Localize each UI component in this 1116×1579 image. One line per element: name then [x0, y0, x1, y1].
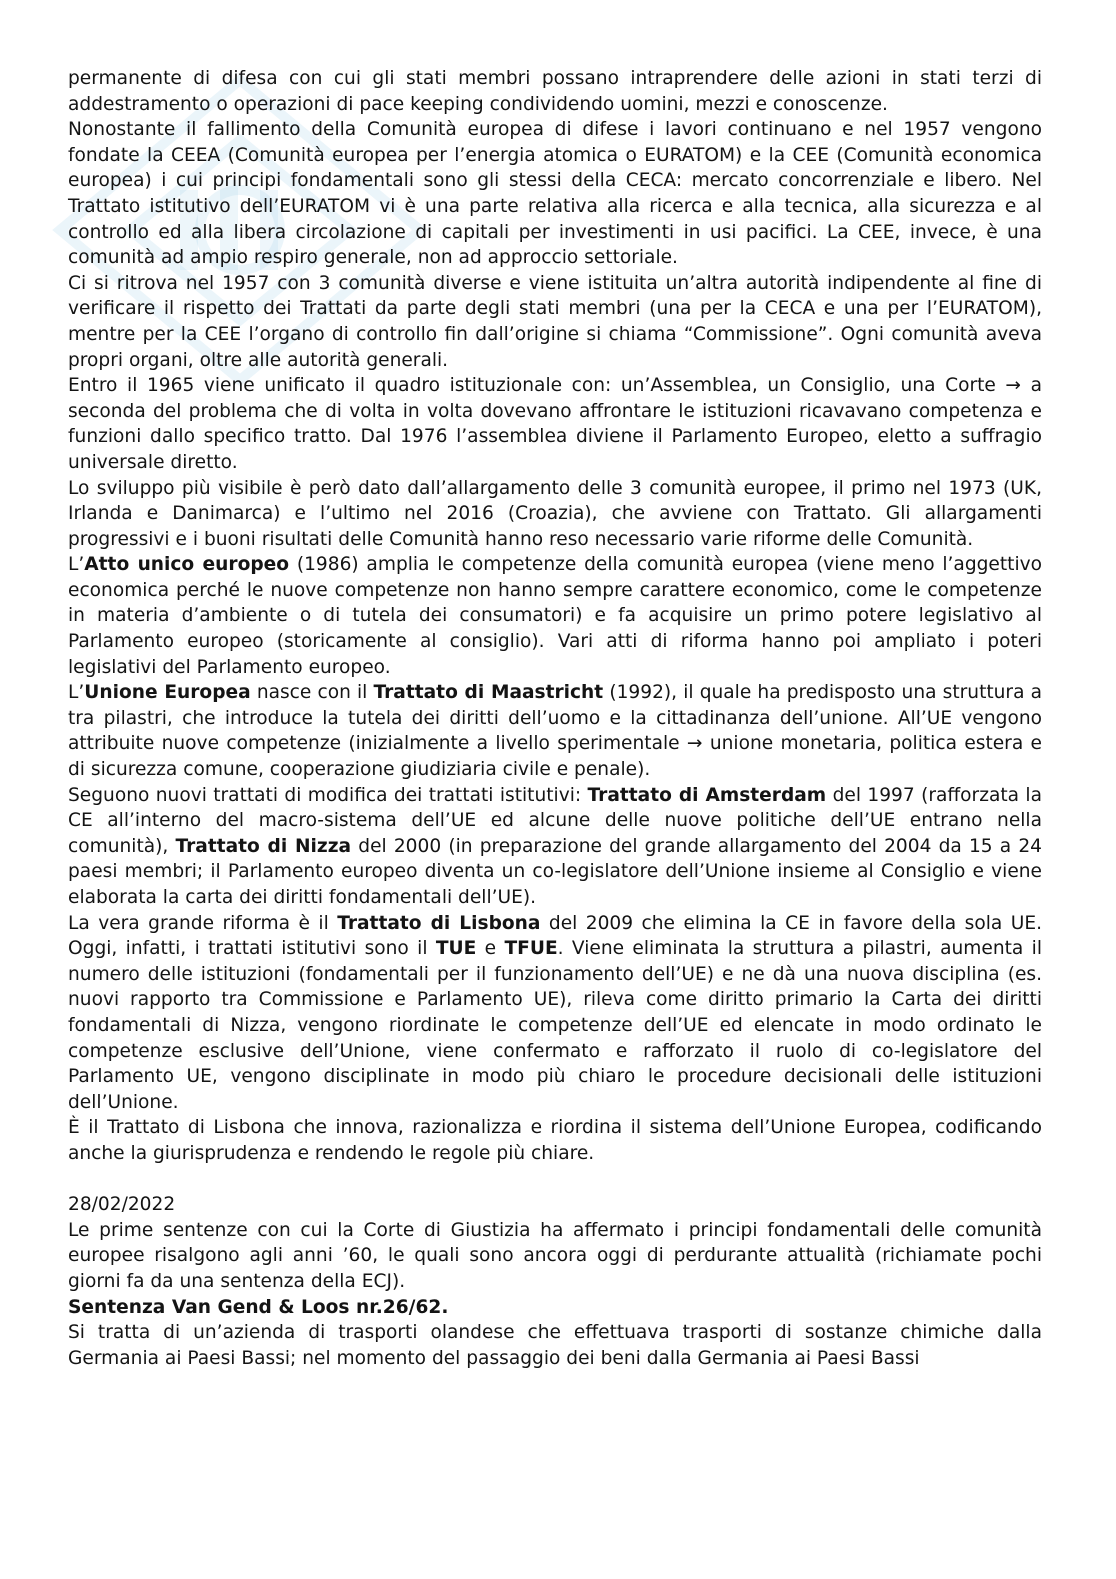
bold-text: Trattato di Nizza — [175, 835, 352, 857]
document-page — [68, 66, 1042, 1371]
paragraph — [68, 552, 1042, 680]
text-run: del 2009 che elimina la CE in favore della sola UE. Oggi, infatti, i trattati istitutivi sono il — [68, 912, 1042, 960]
text-run: Le prime sentenze con cui la Corte di Giustizia ha affermato i principi fondamentali delle comunità europee risalgono agli anni ’60, le quali sono ancora oggi di perdurante attualità (richiamate pochi giorni fa da una sentenza della ECJ). — [68, 1219, 1042, 1292]
paragraph — [68, 1218, 1042, 1295]
blank-line — [68, 1167, 1042, 1193]
bold-text: Trattato di Lisbona — [337, 912, 541, 934]
text-run: Lo sviluppo più visibile è però dato dall’allargamento delle 3 comunità europee, il primo nel 1973 (UK, Irlanda e Danimarca) e l’ultimo nel 2016 (Croazia), che avviene con Trattato. Gli allargamenti progressivi e i buoni risultati delle Comunità hanno reso necessario varie riforme delle Comunità. — [68, 477, 1042, 550]
text-run: (1992), il quale ha predisposto una struttura a tra pilastri, che introduce la tutela dei diritti dell’uomo e la cittadinanza dell’unione. All’UE vengono attribuite nuove competenze (inizialmente a livello sperimentale → unione monetaria, politica estera e di sicurezza comune, cooperazione giudiziaria civile e penale). — [68, 682, 1043, 781]
paragraph — [68, 680, 1042, 782]
text-run: e — [476, 938, 505, 960]
paragraph — [68, 373, 1042, 475]
text-run: nasce con il — [250, 682, 374, 704]
bold-text: Trattato di Maastricht — [373, 682, 604, 704]
text-run: del 2000 (in preparazione del grande allargamento del 2004 da 15 a 24 paesi membri; il Parlamento europeo diventa un co-legislatore dell’Unione insieme al Consiglio e viene elaborata la carta dei diritti fondamentali dell’UE). — [68, 835, 1042, 908]
text-run: permanente di difesa con cui gli stati membri possano intraprendere delle azioni in stati terzi di addestramento o operazioni di pace keeping condividendo uomini, mezzi e conoscenze. — [68, 68, 1042, 115]
text-run: È il Trattato di Lisbona che innova, razionalizza e riordina il sistema dell’Unione Europea, codificando anche la giurisprudenza e rendendo le regole più chiare. — [68, 1117, 1042, 1164]
paragraph — [68, 1115, 1042, 1166]
text-run: del 1997 (rafforzata la CE all’interno del macro-sistema dell’UE ed alcune delle nuove politiche dell’UE entrano nella comunità), — [68, 784, 1042, 857]
text-run: L’ — [68, 682, 85, 704]
text-run: L’ — [68, 554, 85, 576]
text-run: Nonostante il fallimento della Comunità europea di difese i lavori continuano e nel 1957 vengono fondate la CEEA (Comunità europea per l’energia atomica o EURATOM) e la CEE (Comunità economica europea) i cui principi fondamentali sono gli stessi della CECA: mercato concorrenziale e libero. Nel Trattato istitutivo dell’EURATOM vi è una parte relativa alla ricerca e alla tecnica, alla sicurezza e al controllo ed alla libera circolazione di capitali per investimenti in usi pacifici. La CEE, invece, è una comunità ad ampio respiro generale, non ad approccio settoriale. — [68, 119, 1042, 269]
bold-text: Unione Europea — [84, 682, 251, 704]
paragraph — [68, 117, 1042, 271]
paragraph — [68, 66, 1042, 117]
text-run: Seguono nuovi trattati di modifica dei trattati istitutivi: — [68, 784, 588, 806]
text-run: Ci si ritrova nel 1957 con 3 comunità diverse e viene istituita un’altra autorità indipendente al fine di verificare il rispetto dei Trattati da parte degli stati membri (una per la CECA e una per l’EURATOM), mentre per la CEE l’organo di controllo fin dall’origine si chiama “Commissione”. Ogni comunità aveva propri organi, oltre alle autorità generali. — [68, 272, 1042, 371]
paragraph — [68, 911, 1042, 1116]
text-run: 28/02/2022 — [68, 1194, 176, 1216]
text-run: Entro il 1965 viene unificato il quadro istituzionale con: un’Assemblea, un Consiglio, una Corte → a seconda del problema che di volta in volta dovevano affrontare le istituzioni ricavavano competenza e funzioni dallo specifico tratto. Dal 1976 l’assemblea diviene il Parlamento Europeo, eletto a suffragio universale diretto. — [68, 375, 1042, 473]
paragraph — [68, 271, 1042, 373]
bold-text: Atto unico europeo — [84, 554, 290, 576]
bold-text: TFUE — [504, 938, 558, 960]
paragraph — [68, 1192, 1042, 1218]
bold-text: Trattato di Amsterdam — [587, 784, 827, 806]
text-run: . Viene eliminata la struttura a pilastri, aumenta il numero delle istituzioni (fondamentali per il funzionamento dell’UE) e ne dà una nuova disciplina (es. nuovi rapporto tra Commissione e Parlamento UE), rileva come diritto primario la Carta dei diritti fondamentali di Nizza, vengono riordinate le competenze dell’UE ed elencate in modo ordinato le competenze esclusive dell’Unione, viene confermato e rafforzato il ruolo di co-legislatore del Parlamento UE, vengono disciplinate in modo più chiaro le procedure decisionali delle istituzioni dell’Unione. — [68, 938, 1042, 1113]
text-run: (1986) amplia le competenze della comunità europea (viene meno l’aggettivo economica perché le nuove competenze non hanno sempre carattere economico, come le competenze in materia d’ambiente o di tutela dei consumatori) e fa acquisire un primo potere legislativo al Parlamento europeo (storicamente al consiglio). Vari atti di riforma hanno poi ampliato i poteri legislativi del Parlamento europeo. — [68, 554, 1042, 678]
text-run: La vera grande riforma è il — [68, 912, 338, 934]
paragraph — [68, 1295, 1042, 1321]
bold-text: TUE — [435, 938, 477, 960]
paragraph — [68, 1320, 1042, 1371]
bold-text: Sentenza Van Gend & Loos nr.26/62. — [68, 1296, 449, 1318]
text-run: Si tratta di un’azienda di trasporti olandese che effettuava trasporti di sostanze chimiche dalla Germania ai Paesi Bassi; nel momento del passaggio dei beni dalla Germania ai Paesi Bassi — [68, 1322, 1042, 1369]
paragraph — [68, 476, 1042, 553]
paragraph — [68, 783, 1042, 911]
